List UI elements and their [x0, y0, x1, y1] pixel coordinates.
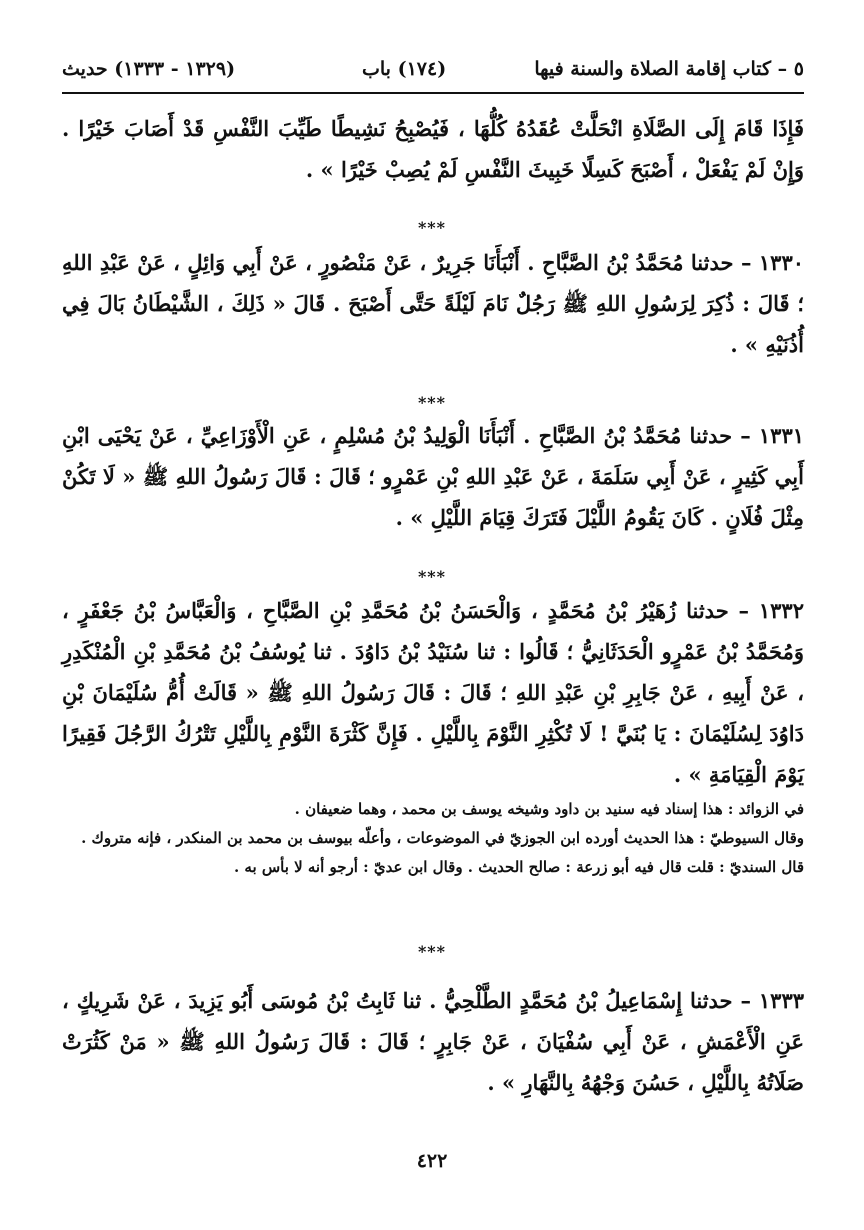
hadith-number: ١٣٣٢ –: [738, 598, 804, 623]
hadith-text: حدثنا مُحَمَّدُ بْنُ الصَّبَّاحِ . أَنْبَأَنَا الْوَلِيدُ بْنُ مُسْلِمٍ ، عَنِ الْأَوْزَاعِيِّ ، عَنْ يَحْيَى ابْنِ أَبِي كَثِيرٍ ، عَنْ أَبِي سَلَمَةَ ، عَنْ عَبْدِ اللهِ بْنِ عَمْرٍو ؛ قَالَ : قَالَ رَسُولُ اللهِ ﷺ « لَا تَكُنْ مِثْلَ فُلَانٍ . كَانَ يَقُومُ اللَّيْلَ فَتَرَكَ قِيَامَ اللَّيْلِ » .: [62, 423, 804, 530]
footnote-zawaid: في الزوائد : هذا إسناد فيه سنيد بن داود وشيخه يوسف بن محمد ، وهما ضعيفان .: [294, 800, 804, 818]
hadith-number: ١٣٣٠ –: [740, 250, 805, 275]
footnotes: [62, 795, 804, 882]
separator-stars: ***: [417, 218, 447, 237]
hadith-1331: [62, 415, 804, 538]
page-header: [62, 52, 804, 94]
hadith-1333: [62, 980, 804, 1103]
hadith-text: حدثنا مُحَمَّدُ بْنُ الصَّبَّاحِ . أَنْبَأَنَا جَرِيرٌ ، عَنْ مَنْصُورٍ ، عَنْ أَبِي وَائِلٍ ، عَنْ عَبْدِ اللهِ ؛ قَالَ : ذُكِرَ لِرَسُولِ اللهِ ﷺ رَجُلٌ نَامَ لَيْلَةً حَتَّى أَصْبَحَ . قَالَ « ذَلِكَ ، الشَّيْطَانُ بَالَ فِي أُذُنَيْهِ » .: [62, 250, 804, 357]
header-section-number: (١٧٤) باب: [362, 58, 447, 80]
hadith-number: ١٣٣١ –: [740, 423, 805, 448]
hadith-text: حدثنا زُهَيْرُ بْنُ مُحَمَّدٍ ، وَالْحَسَنُ بْنُ مُحَمَّدِ بْنِ الصَّبَّاحِ ، وَالْعَبَّاسُ بْنُ جَعْفَرٍ ، وَمُحَمَّدُ بْنُ عَمْرٍو الْحَدَثَانِيُّ ؛ قَالُوا : ثنا سُنَيْدُ بْنُ دَاوُدَ . ثنا يُوسُفُ بْنُ مُحَمَّدِ بْنِ الْمُنْكَدِرِ ، عَنْ أَبِيهِ ، عَنْ جَابِرِ بْنِ عَبْدِ اللهِ ؛ قَالَ : قَالَ رَسُولُ اللهِ ﷺ « قَالَتْ أُمُّ سُلَيْمَانَ بْنِ دَاوُدَ لِسُلَيْمَانَ : يَا بُنَيَّ ! لَا تُكْثِرِ النَّوْمَ بِاللَّيْلِ . فَإِنَّ كَثْرَةَ النَّوْمِ بِاللَّيْلِ تَتْرُكُ الرَّجُلَ فَقِيرًا يَوْمَ الْقِيَامَةِ » .: [62, 598, 804, 787]
separator-stars: ***: [417, 567, 447, 586]
page-number: ٤٢٢: [416, 1150, 448, 1172]
header-chapter-title: ٥ – كتاب إقامة الصلاة والسنة فيها: [534, 58, 804, 80]
header-hadith-range: (١٣٢٩ - ١٣٣٣) حديث: [62, 58, 236, 80]
separator-stars: ***: [417, 942, 447, 961]
hadith-text: حدثنا إِسْمَاعِيلُ بْنُ مُحَمَّدٍ الطَّلْحِيُّ . ثنا ثَابِتُ بْنُ مُوسَى أَبُو يَزِيدَ ، عَنْ شَرِيكٍ ، عَنِ الْأَعْمَشِ ، عَنْ أَبِي سُفْيَانَ ، عَنْ جَابِرٍ ؛ قَالَ : قَالَ رَسُولُ اللهِ ﷺ « مَنْ كَثُرَتْ صَلَاتُهُ بِاللَّيْلِ ، حَسُنَ وَجْهُهُ بِالنَّهَارِ » .: [62, 988, 804, 1095]
footnote-suyuti: وقال السيوطيّ : هذا الحديث أورده ابن الجوزيّ في الموضوعات ، وأعلّه بيوسف بن محمد بن المنكدر ، فإنه متروك .: [81, 829, 804, 847]
hadith-1332: [62, 590, 804, 795]
intro-paragraph: فَإِذَا قَامَ إِلَى الصَّلَاةِ انْحَلَّتْ عُقَدُهُ كُلُّهَا ، فَيُصْبِحُ نَشِيطًا طَيِّبَ النَّفْسِ قَدْ أَصَابَ خَيْرًا . وَإِنْ لَمْ يَفْعَلْ ، أَصْبَحَ كَسِلًا خَبِيثَ النَّفْسِ لَمْ يُصِبْ خَيْرًا » .: [62, 116, 804, 182]
hadith-1330: [62, 242, 804, 365]
footnote-sindi: قال السنديّ : قلت قال فيه أبو زرعة : صالح الحديث . وقال ابن عديّ : أرجو أنه لا بأس به .: [233, 858, 804, 876]
hadith-number: ١٣٣٣ –: [740, 988, 805, 1013]
separator-stars: ***: [417, 393, 447, 412]
